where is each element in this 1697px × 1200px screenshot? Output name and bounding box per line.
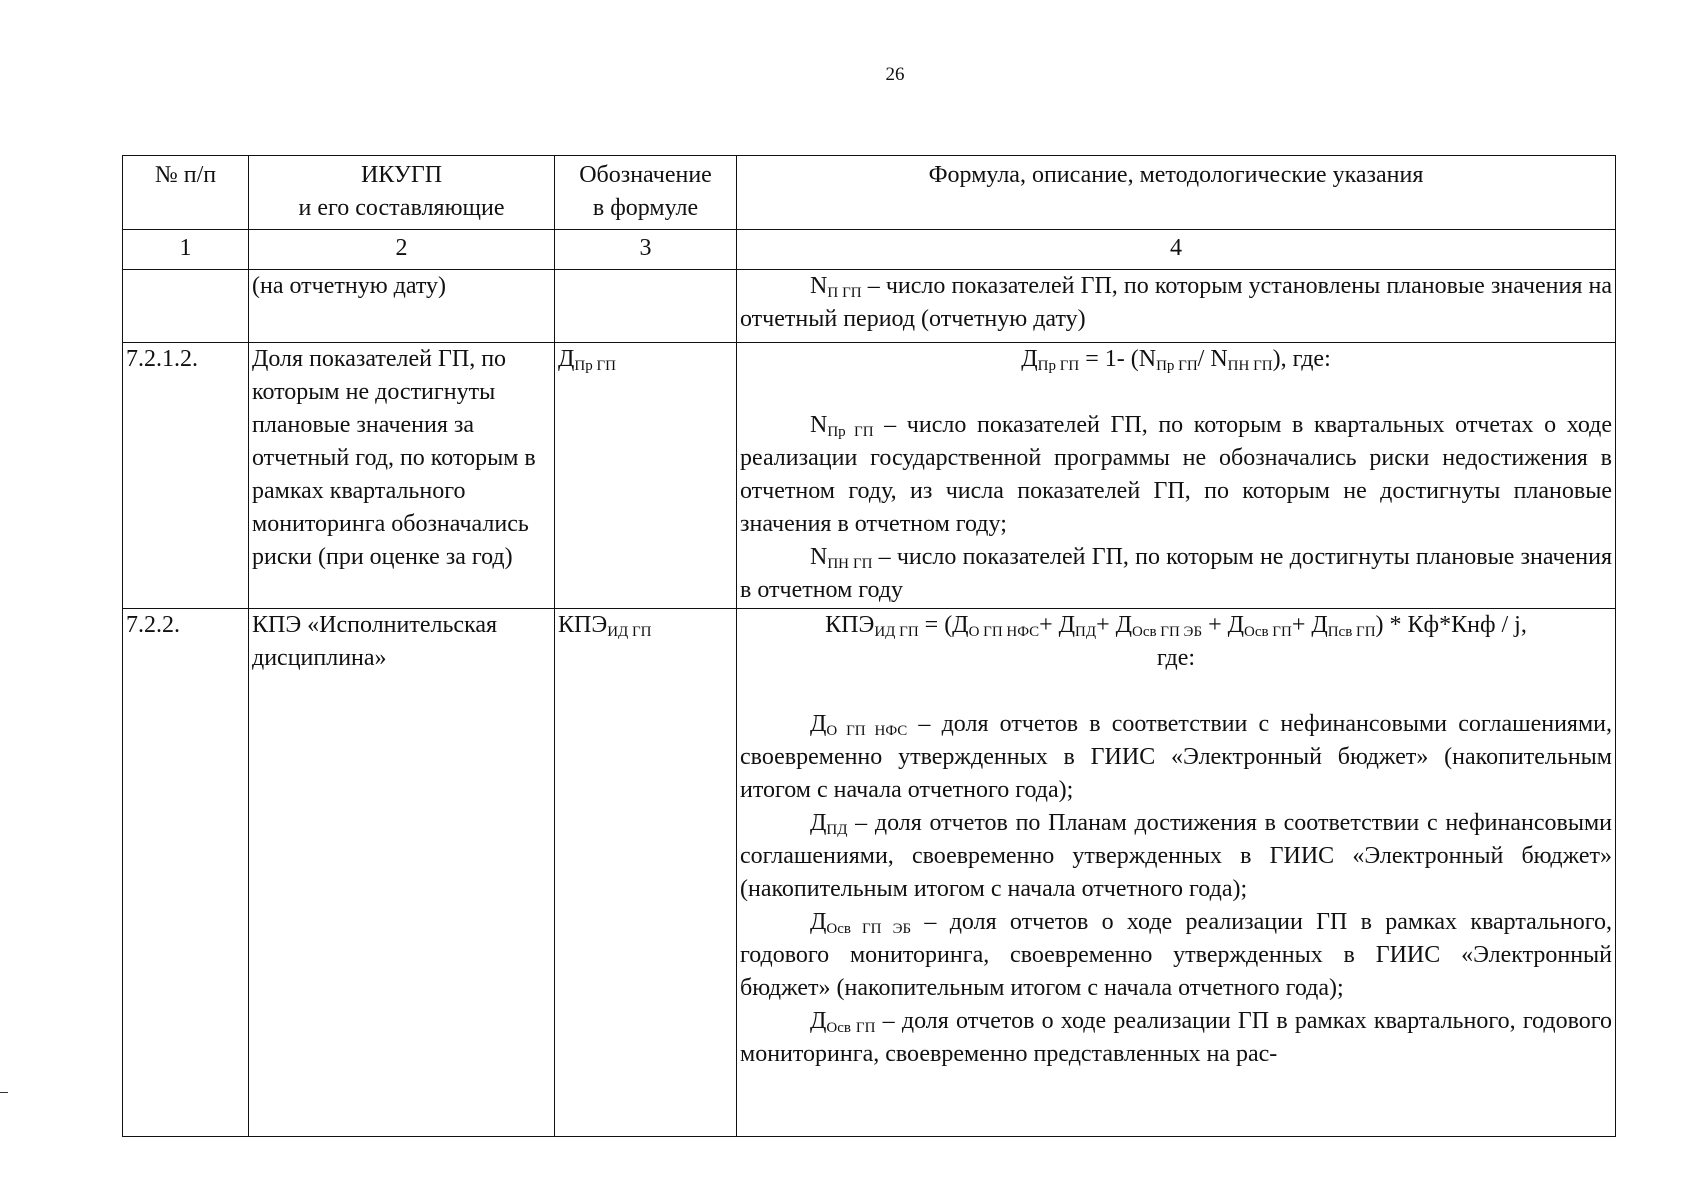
column-numbers-row (123, 230, 1616, 270)
header-number: № п/п (123, 156, 249, 230)
formula-symbol (555, 270, 737, 343)
margin-mark (0, 1092, 8, 1093)
table-header-row (123, 156, 1616, 230)
header-indicator (249, 156, 555, 230)
definition: $Д_{Осв ГП}$ – доля отчетов о ходе реализации ГП в рамках квартального, годового мониторинга, своевременно представленных на рас- (740, 1008, 1612, 1067)
header-formula: Формула, описание, методологические указания (737, 156, 1616, 230)
row-number: 7.2.2. (123, 609, 249, 1137)
formula: $Д_{Пр ГП} = 1-$ ($N_{Пр ГП}/$ $N_{ПН ГП}$), где: (1021, 346, 1331, 374)
table-row (123, 270, 1616, 343)
header-indicator-line2: и его составляющие (298, 195, 505, 221)
row-number: 7.2.1.2. (123, 343, 249, 609)
header-symbol-line2: в формуле (592, 195, 699, 221)
formula-description (737, 609, 1616, 1137)
page-number: 26 (885, 64, 905, 85)
definition: $Д_{ПД}$ – доля отчетов по Планам достижения в соответствии с нефинансовыми соглашениями, своевременно утвержденных в ГИИС «Электронный бюджет» (накопительным итогом с начала отчетного года); (740, 810, 1612, 902)
row-number (123, 270, 249, 343)
definition: $N_{П ГП}$ – число показателей ГП, по которым установлены плановые значения на отчетный период (отчетную дату) (740, 273, 1612, 332)
formula: $КПЭ_{ИД ГП} = (Д_{О ГП НФС}+ Д_{ПД}+ Д_{Осв ГП ЭБ} + Д_{Осв ГП}+ Д_{Псв ГП}) * Кф*Кнф / j$, (825, 612, 1527, 640)
formula-symbol: $Д_{Пр ГП}$ (555, 343, 737, 609)
formula-description (737, 270, 1616, 343)
header-symbol (555, 156, 737, 230)
formula-description (737, 343, 1616, 609)
column-number: 3 (555, 230, 737, 270)
definition: $Д_{О ГП НФС}$ – доля отчетов в соответствии с нефинансовыми соглашениями, своевременно утвержденных в ГИИС «Электронный бюджет» (накопительным итогом с начала отчетного года); (740, 711, 1612, 803)
table-row (123, 609, 1616, 1137)
methodology-table (122, 155, 1616, 1137)
column-number: 2 (249, 230, 555, 270)
table-row (123, 343, 1616, 609)
formula-where: где: (1156, 645, 1196, 671)
definition: $N_{Пр ГП}$ – число показателей ГП, по которым в квартальных отчетах о ходе реализации государственной программы не обозначались риски недостижения в отчетном году, из числа показателей ГП, по которым не достигнуты плановые значения в отчетном году; (740, 412, 1612, 537)
indicator-name: Доля показателей ГП, по которым не достигнуты плановые значения за отчетный год, по которым в рамках квартального мониторинга обозначались риски (при оценке за год) (249, 343, 555, 609)
indicator-name: КПЭ «Исполнительская дисциплина» (249, 609, 555, 1137)
column-number: 4 (737, 230, 1616, 270)
indicator-name: (на отчетную дату) (249, 270, 555, 343)
header-indicator-line1: ИКУГП (360, 162, 443, 188)
definition: $Д_{Осв ГП ЭБ}$ – доля отчетов о ходе реализации ГП в рамках квартального, годового мониторинга, своевременно утвержденных в ГИИС «Электронный бюджет» (накопительным итогом с начала отчетного года); (740, 909, 1613, 1001)
header-symbol-line1: Обозначение (579, 162, 712, 188)
formula-symbol: $КПЭ_{ИД ГП}$ (555, 609, 737, 1137)
definition: $N_{ПН ГП}$ – число показателей ГП, по которым не достигнуты плановые значения в отчетном году (740, 544, 1613, 603)
column-number: 1 (123, 230, 249, 270)
